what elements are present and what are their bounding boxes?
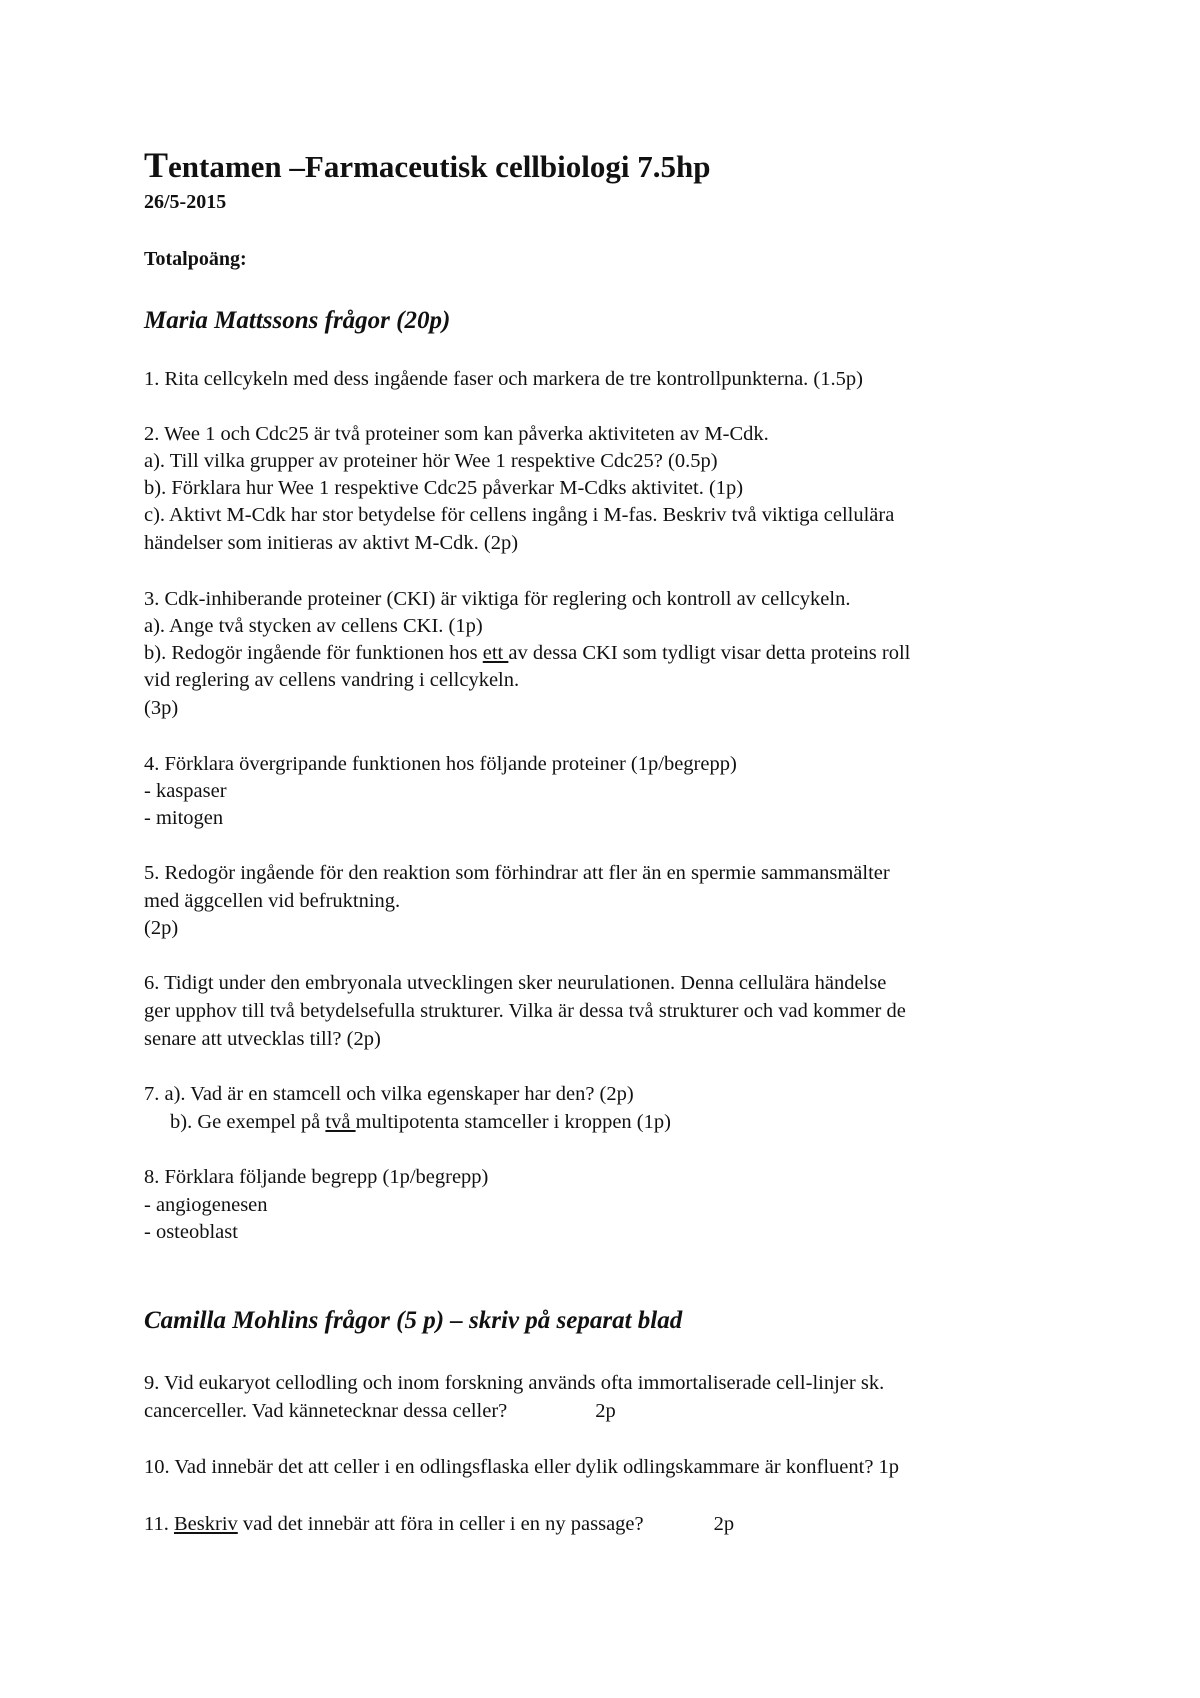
question-3a: a). Ange två stycken av cellens CKI. (1p) — [144, 615, 483, 637]
question-7b — [170, 1109, 671, 1135]
question-5-line1: 5. Redogör ingående för den reaktion som förhindrar att fler än en spermie sammansmälter — [144, 862, 890, 884]
question-2c-line1: c). Aktivt M-Cdk har stor betydelse för cellens ingång i M-fas. Beskriv två viktiga cellulära — [144, 504, 895, 526]
question-1: 1. Rita cellcykeln med dess ingående faser och markera de tre kontrollpunkterna. (1.5p) — [144, 368, 863, 390]
question-11-emphasis: Beskriv — [174, 1513, 238, 1535]
question-6-line2: ger upphov till två betydelsefulla strukturer. Vilka är dessa två strukturer och vad kommer de — [144, 1000, 906, 1022]
section-heading-mohlin: Camilla Mohlins frågor (5 p) – skriv på separat blad — [144, 1307, 683, 1334]
question-8-intro: 8. Förklara följande begrepp (1p/begrepp) — [144, 1166, 489, 1188]
question-7b-emphasis: två — [325, 1111, 356, 1133]
question-3b-post: av dessa CKI som tydligt visar detta proteins roll — [508, 642, 911, 664]
question-3-intro: 3. Cdk-inhiberande proteiner (CKI) är viktiga för reglering och kontroll av cellcykeln. — [144, 588, 851, 610]
question-3b-pre: b). Redogör ingående för funktionen hos — [144, 642, 483, 664]
question-7b-pre: b). Ge exempel på — [170, 1111, 326, 1133]
question-4-intro: 4. Förklara övergripande funktionen hos följande proteiner (1p/begrepp) — [144, 753, 737, 775]
question-9-line1: 9. Vid eukaryot cellodling och inom forskning används ofta immortaliserade cell-linjer sk. — [144, 1372, 885, 1394]
title-rest: entamen –Farmaceutisk cellbiologi 7.5hp — [168, 149, 711, 184]
question-2b: b). Förklara hur Wee 1 respektive Cdc25 påverkar M-Cdks aktivitet. (1p) — [144, 477, 744, 499]
question-2a: a). Till vilka grupper av proteiner hör Wee 1 respektive Cdc25? (0.5p) — [144, 450, 718, 472]
question-9-points: 2p — [595, 1400, 616, 1422]
question-4-item-1: - kaspaser — [144, 780, 227, 802]
question-8-item-2: - osteoblast — [144, 1221, 238, 1243]
question-10: 10. Vad innebär det att celler i en odlingsflaska eller dylik odlingskammare är konfluent? 1p — [144, 1456, 900, 1478]
question-5-line2: med äggcellen vid befruktning. — [144, 890, 401, 912]
question-8-item-1: - angiogenesen — [144, 1194, 268, 1216]
question-7a: 7. a). Vad är en stamcell och vilka egenskaper har den? (2p) — [144, 1083, 634, 1105]
question-11-number: 11. — [144, 1513, 174, 1535]
question-6-line3: senare att utvecklas till? (2p) — [144, 1028, 381, 1050]
question-11-text: vad det innebär att föra in celler i en ny passage? — [237, 1513, 644, 1535]
question-3-points: (3p) — [144, 697, 179, 719]
total-points-label: Totalpoäng: — [144, 248, 247, 270]
question-5-points: (2p) — [144, 917, 179, 939]
question-9-text: cancerceller. Vad kännetecknar dessa celler? — [144, 1400, 508, 1422]
question-4-item-2: - mitogen — [144, 807, 224, 829]
question-11-points: 2p — [713, 1513, 735, 1535]
title-first-letter: T — [144, 145, 169, 185]
question-3b-emphasis: ett — [482, 642, 509, 664]
exam-date: 26/5-2015 — [144, 191, 227, 213]
question-6-line1: 6. Tidigt under den embryonala utvecklingen sker neurulationen. Denna cellulära händelse — [144, 972, 887, 994]
question-9-line2 — [144, 1398, 616, 1424]
question-7b-post: multipotenta stamceller i kroppen (1p) — [355, 1111, 671, 1133]
page-title — [144, 146, 711, 186]
question-2c-line2: händelser som initieras av aktivt M-Cdk. (2p) — [144, 532, 519, 554]
question-3b-line2: vid reglering av cellens vandring i cellcykeln. — [144, 669, 520, 691]
question-2-intro: 2. Wee 1 och Cdc25 är två proteiner som kan påverka aktiviteten av M-Cdk. — [144, 423, 769, 445]
question-3b-line1 — [144, 640, 910, 666]
question-11 — [144, 1511, 734, 1537]
section-heading-mattsson: Maria Mattssons frågor (20p) — [144, 307, 451, 334]
